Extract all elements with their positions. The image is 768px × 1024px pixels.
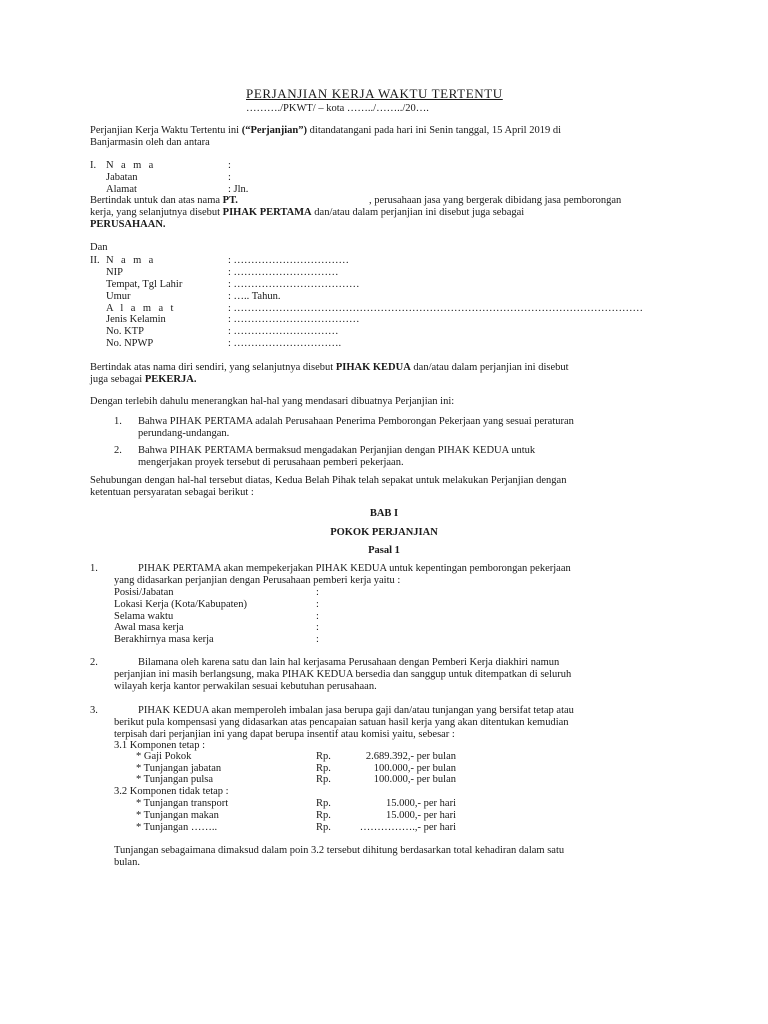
party1-position-label: Jabatan xyxy=(106,172,138,183)
clause1-field-value: : xyxy=(316,634,319,645)
clause3-num: 3. xyxy=(90,705,98,716)
whereas-1-num: 1. xyxy=(114,416,122,427)
chapter-title: POKOK PERJANJIAN xyxy=(330,527,438,538)
party1-desc-line-3: PERUSAHAAN. xyxy=(90,219,166,230)
allowance-item-label: * Tunjangan …….. xyxy=(136,822,218,833)
party1-name-value: : xyxy=(228,160,231,171)
whereas-2-line-1: Bahwa PIHAK PERTAMA bermaksud mengadakan Perjanjian dengan PIHAK KEDUA untuk xyxy=(138,445,536,456)
fixed-components-heading: 3.1 Komponen tetap : xyxy=(114,740,205,751)
clause1-field-value: : xyxy=(316,599,319,610)
party2-desc-line-2: juga sebagai PEKERJA. xyxy=(90,374,197,385)
whereas-2-line-2: mengerjakan proyek tersebut di perusahaan pemberi pekerjaan. xyxy=(138,457,404,468)
article-heading: Pasal 1 xyxy=(368,545,400,556)
allowance-item-label: * Tunjangan makan xyxy=(136,810,219,821)
party1-position-value: : xyxy=(228,172,231,183)
salary-item-currency: Rp. xyxy=(316,763,331,774)
party1-address-value: : Jln. xyxy=(228,184,249,195)
whereas-intro: Dengan terlebih dahulu menerangkan hal-hal yang mendasari dibuatnya Perjanjian ini: xyxy=(90,396,455,407)
allowance-item-amount: 15.000,- per hari xyxy=(386,810,456,821)
party2-address-label: A l a m a t xyxy=(106,303,176,314)
party2-name-label: N a m a xyxy=(106,255,156,266)
party2-age-value: : ….. Tahun. xyxy=(228,291,281,302)
party2-gender-label: Jenis Kelamin xyxy=(106,314,166,325)
clause3-line-2: berikut pula kompensasi yang didasarkan atas pencapaian satuan hasil kerja yang akan ditentukan kemudian xyxy=(114,717,569,728)
party2-nip-label: NIP xyxy=(106,267,123,278)
party2-npwp-label: No. NPWP xyxy=(106,338,154,349)
clause3-line-1: PIHAK KEDUA akan memperoleh imbalan jasa berupa gaji dan/atau tunjangan yang bersifat tetap atau xyxy=(138,705,574,716)
clause2-line-3: wilayah kerja kantor perwakilan sesuai kebutuhan perusahaan. xyxy=(114,681,377,692)
clause1-field-label: Posisi/Jabatan xyxy=(114,587,174,598)
clause1-field-label: Lokasi Kerja (Kota/Kabupaten) xyxy=(114,599,247,610)
intro-line-1: Perjanjian Kerja Waktu Tertentu ini (“Perjanjian”) ditandatangani pada hari ini Senin tanggal, 15 April 2019 di xyxy=(90,125,562,136)
salary-item-label: * Gaji Pokok xyxy=(136,751,192,762)
allowance-item-amount: 15.000,- per hari xyxy=(386,798,456,809)
allowance-item-currency: Rp. xyxy=(316,822,331,833)
salary-item-amount: 100.000,- per bulan xyxy=(373,774,456,785)
salary-item-currency: Rp. xyxy=(316,774,331,785)
party2-birth-label: Tempat, Tgl Lahir xyxy=(106,279,183,290)
party2-nip-value: : ………………………… xyxy=(228,267,339,278)
salary-item-label: * Tunjangan pulsa xyxy=(136,774,214,785)
clause3-line-3: terpisah dari perjanjian ini yang dapat berupa insentif atau komisi yaitu, sebesar : xyxy=(114,729,455,740)
clause2-line-2: perjanjian ini masih berlangsung, maka PIHAK KEDUA bersedia dan sanggup untuk ditempatkan di seluruh xyxy=(114,669,572,680)
party2-ktp-label: No. KTP xyxy=(106,326,144,337)
chapter-heading: BAB I xyxy=(369,508,399,519)
party2-gender-value: : ……………………………… xyxy=(228,314,360,325)
clause1-field-label: Berakhirnya masa kerja xyxy=(114,634,214,645)
clause1-field-value: : xyxy=(316,622,319,633)
clause1-line-2: yang didasarkan perjanjian dengan Perusahaan pemberi kerja yaitu : xyxy=(114,575,401,586)
clause3-note-line-1: Tunjangan sebagaimana dimaksud dalam poin 3.2 tersebut dihitung berdasarkan total kehadiran dalam satu xyxy=(114,845,565,856)
party2-address-value: : ……………………………………………………………………………………………………… xyxy=(228,303,644,314)
clause1-field-label: Selama waktu xyxy=(114,611,174,622)
clause1-field-value: : xyxy=(316,611,319,622)
allowance-item-amount: …………….,- per hari xyxy=(359,822,456,833)
party2-name-value: : …………………………… xyxy=(228,255,350,266)
clause1-field-label: Awal masa kerja xyxy=(114,622,184,633)
clause3-note-line-2: bulan. xyxy=(114,857,140,868)
party2-number: II. xyxy=(90,255,100,266)
party2-birth-value: : ……………………………… xyxy=(228,279,360,290)
intro-line-2: Banjarmasin oleh dan antara xyxy=(90,137,210,148)
party2-ktp-value: : ………………………… xyxy=(228,326,339,337)
party2-npwp-value: : …………………………. xyxy=(228,338,342,349)
allowance-item-currency: Rp. xyxy=(316,810,331,821)
clause1-num: 1. xyxy=(90,563,98,574)
party1-address-label: Alamat xyxy=(106,184,137,195)
allowance-item-currency: Rp. xyxy=(316,798,331,809)
salary-item-currency: Rp. xyxy=(316,751,331,762)
party1-desc-line-1b: , perusahaan jasa yang bergerak dibidang jasa pemborongan xyxy=(369,195,622,206)
party2-age-label: Umur xyxy=(106,291,131,302)
whereas-1-line-2: perundang-undangan. xyxy=(138,428,230,439)
document-number: ………./PKWT/ – kota ……../……../20…. xyxy=(246,103,429,114)
whereas-1-line-1: Bahwa PIHAK PERTAMA adalah Perusahaan Penerima Pemborongan Pekerjaan yang sesuai peraturan xyxy=(138,416,574,427)
salary-item-amount: 2.689.392,- per bulan xyxy=(365,751,456,762)
party2-desc-line-1: Bertindak atas nama diri sendiri, yang selanjutnya disebut PIHAK KEDUA dan/atau dalam perjanjian ini disebut xyxy=(90,362,569,373)
party2-dan: Dan xyxy=(90,242,108,253)
party1-number: I. xyxy=(90,160,97,171)
variable-components-heading: 3.2 Komponen tidak tetap : xyxy=(114,786,229,797)
document-title: PERJANJIAN KERJA WAKTU TERTENTU xyxy=(246,86,503,101)
clause2-line-1: Bilamana oleh karena satu dan lain hal kerjasama Perusahaan dengan Pemberi Kerja diakhiri namun xyxy=(138,657,560,668)
salary-item-label: * Tunjangan jabatan xyxy=(136,763,222,774)
whereas-conclusion-1: Sehubungan dengan hal-hal tersebut diatas, Kedua Belah Pihak telah sepakat untuk melakukan Perjanjian dengan xyxy=(90,475,567,486)
whereas-conclusion-2: ketentuan persyaratan sebagai berikut : xyxy=(90,487,254,498)
salary-item-amount: 100.000,- per bulan xyxy=(373,763,456,774)
clause1-field-value: : xyxy=(316,587,319,598)
clause2-num: 2. xyxy=(90,657,98,668)
clause1-line-1: PIHAK PERTAMA akan mempekerjakan PIHAK KEDUA untuk kepentingan pemborongan pekerjaan xyxy=(138,563,571,574)
allowance-item-label: * Tunjangan transport xyxy=(136,798,229,809)
whereas-2-num: 2. xyxy=(114,445,122,456)
party1-name-label: N a m a xyxy=(106,160,156,171)
party1-desc-line-2: kerja, yang selanjutnya disebut PIHAK PERTAMA dan/atau dalam perjanjian ini disebut juga sebagai xyxy=(90,207,525,218)
party1-desc-line-1: Bertindak untuk dan atas nama PT. xyxy=(90,195,238,206)
